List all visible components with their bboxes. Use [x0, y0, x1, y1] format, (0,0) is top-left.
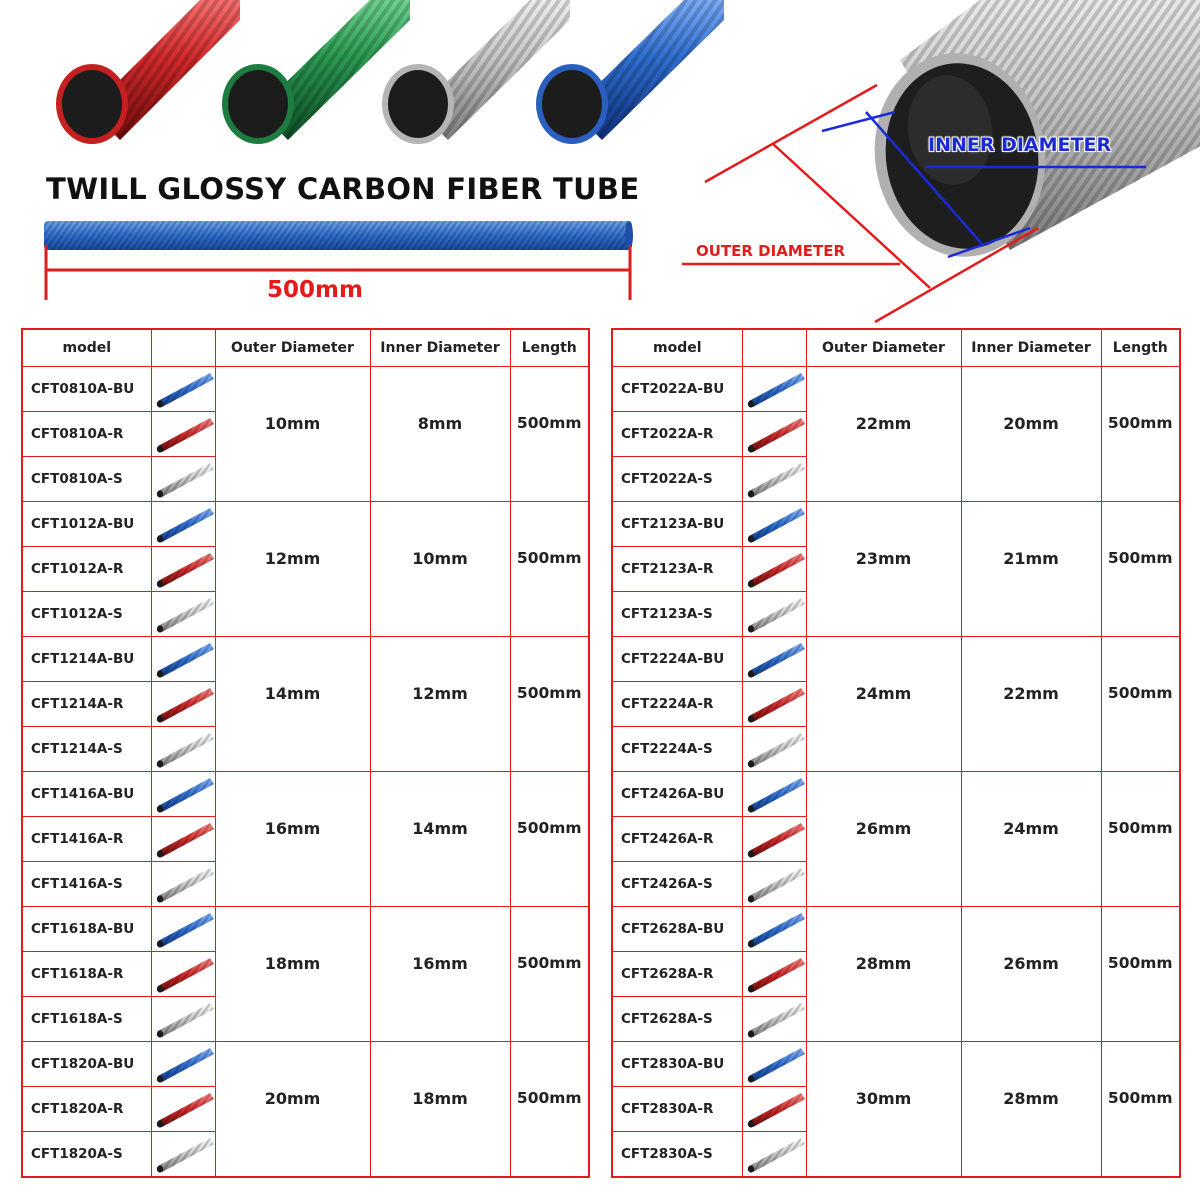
table-row: [22, 502, 589, 547]
length-cell: 500mm: [1101, 502, 1180, 637]
red-tube-sample: [56, 0, 240, 144]
red-tube-thumbnail: [151, 412, 215, 457]
model-cell: CFT1012A-R: [22, 547, 151, 592]
red-tube-thumbnail: [151, 547, 215, 592]
model-cell: CFT2628A-R: [612, 952, 742, 997]
inner-diameter-label: INNER DIAMETER: [928, 134, 1112, 156]
inner-diameter-cell: 16mm: [370, 907, 510, 1042]
inner-diameter-cell: 26mm: [961, 907, 1101, 1042]
outer-diameter-cell: 24mm: [806, 637, 961, 772]
outer-diameter-cell: 26mm: [806, 772, 961, 907]
table-row: [22, 1042, 589, 1087]
inner-diameter-cell: 22mm: [961, 637, 1101, 772]
outer-diameter-cell: 12mm: [215, 502, 370, 637]
silver-tube-thumbnail: [151, 592, 215, 637]
length-cell: 500mm: [510, 367, 589, 502]
red-tube-thumbnail: [742, 952, 806, 997]
model-cell: CFT1214A-BU: [22, 637, 151, 682]
header-image: [742, 329, 806, 367]
table-row: [22, 637, 589, 682]
silver-tube-thumbnail: [151, 727, 215, 772]
outer-diameter-cell: 30mm: [806, 1042, 961, 1178]
model-cell: CFT1618A-R: [22, 952, 151, 997]
length-cell: 500mm: [510, 637, 589, 772]
model-cell: CFT1416A-R: [22, 817, 151, 862]
silver-tube-thumbnail: [742, 727, 806, 772]
red-tube-thumbnail: [151, 1087, 215, 1132]
model-cell: CFT2022A-S: [612, 457, 742, 502]
length-cell: 500mm: [510, 502, 589, 637]
silver-tube-thumbnail: [742, 862, 806, 907]
length-cell: 500mm: [510, 1042, 589, 1178]
model-cell: CFT1214A-S: [22, 727, 151, 772]
header-length: Length: [510, 329, 589, 367]
inner-diameter-cell: 14mm: [370, 772, 510, 907]
inner-diameter-cell: 8mm: [370, 367, 510, 502]
spec-table-right: [611, 328, 1181, 1178]
blue-tube-thumbnail: [742, 367, 806, 412]
model-cell: CFT1416A-S: [22, 862, 151, 907]
blue-tube-thumbnail: [742, 637, 806, 682]
blue-tube-thumbnail: [742, 907, 806, 952]
outer-diameter-cell: 14mm: [215, 637, 370, 772]
red-tube-thumbnail: [151, 952, 215, 997]
outer-diameter-label: OUTER DIAMETER: [696, 242, 846, 260]
model-cell: CFT0810A-R: [22, 412, 151, 457]
outer-diameter-cell: 10mm: [215, 367, 370, 502]
hero-illustration: [0, 0, 1200, 330]
model-cell: CFT1820A-BU: [22, 1042, 151, 1087]
model-cell: CFT1820A-S: [22, 1132, 151, 1178]
blue-tube-thumbnail: [742, 502, 806, 547]
length-cell: 500mm: [1101, 1042, 1180, 1178]
inner-diameter-cell: 21mm: [961, 502, 1101, 637]
silver-tube-thumbnail: [151, 862, 215, 907]
model-cell: CFT1618A-BU: [22, 907, 151, 952]
model-cell: CFT1820A-R: [22, 1087, 151, 1132]
long-tube-bar: [44, 221, 633, 250]
inner-diameter-cell: 10mm: [370, 502, 510, 637]
spec-table-left: [21, 328, 590, 1178]
inner-diameter-cell: 18mm: [370, 1042, 510, 1178]
outer-diameter-cell: 23mm: [806, 502, 961, 637]
table-row: [612, 502, 1180, 547]
blue-tube-thumbnail: [151, 907, 215, 952]
page-title: TWILL GLOSSY CARBON FIBER TUBE: [46, 172, 640, 206]
red-tube-thumbnail: [151, 817, 215, 862]
model-cell: CFT2123A-R: [612, 547, 742, 592]
blue-tube-thumbnail: [151, 1042, 215, 1087]
header-image: [151, 329, 215, 367]
inner-diameter-cell: 12mm: [370, 637, 510, 772]
inner-diameter-cell: 20mm: [961, 367, 1101, 502]
table-row: [612, 772, 1180, 817]
table-row: [22, 367, 589, 412]
silver-tube-thumbnail: [151, 997, 215, 1042]
model-cell: CFT2426A-S: [612, 862, 742, 907]
model-cell: CFT1012A-BU: [22, 502, 151, 547]
red-tube-thumbnail: [742, 1087, 806, 1132]
blue-tube-thumbnail: [151, 502, 215, 547]
outer-diameter-cell: 20mm: [215, 1042, 370, 1178]
model-cell: CFT2224A-R: [612, 682, 742, 727]
model-cell: CFT1214A-R: [22, 682, 151, 727]
silver-tube-thumbnail: [151, 1132, 215, 1178]
table-row: [22, 907, 589, 952]
model-cell: CFT1416A-BU: [22, 772, 151, 817]
red-tube-thumbnail: [151, 682, 215, 727]
silver-tube-thumbnail: [151, 457, 215, 502]
inner-diameter-cell: 24mm: [961, 772, 1101, 907]
table-header-row: [612, 329, 1180, 367]
length-cell: 500mm: [1101, 907, 1180, 1042]
outer-diameter-cell: 18mm: [215, 907, 370, 1042]
model-cell: CFT2224A-BU: [612, 637, 742, 682]
red-tube-thumbnail: [742, 817, 806, 862]
silver-tube-thumbnail: [742, 592, 806, 637]
model-cell: CFT2830A-R: [612, 1087, 742, 1132]
blue-tube-thumbnail: [151, 367, 215, 412]
blue-tube-thumbnail: [742, 1042, 806, 1087]
length-callout: 500mm: [267, 277, 363, 303]
header-outer-diameter: Outer Diameter: [215, 329, 370, 367]
header-inner-diameter: Inner Diameter: [370, 329, 510, 367]
header-inner-diameter: Inner Diameter: [961, 329, 1101, 367]
model-cell: CFT2123A-S: [612, 592, 742, 637]
table-row: [612, 1042, 1180, 1087]
blue-tube-thumbnail: [151, 637, 215, 682]
model-cell: CFT2830A-BU: [612, 1042, 742, 1087]
silver-tube-thumbnail: [742, 457, 806, 502]
green-tube-sample: [222, 0, 410, 144]
red-tube-thumbnail: [742, 412, 806, 457]
model-cell: CFT2628A-S: [612, 997, 742, 1042]
header-model: model: [612, 329, 742, 367]
model-cell: CFT2628A-BU: [612, 907, 742, 952]
model-cell: CFT2830A-S: [612, 1132, 742, 1178]
blue-tube-thumbnail: [742, 772, 806, 817]
header-outer-diameter: Outer Diameter: [806, 329, 961, 367]
table-row: [612, 637, 1180, 682]
model-cell: CFT1618A-S: [22, 997, 151, 1042]
table-row: [612, 907, 1180, 952]
model-cell: CFT2022A-R: [612, 412, 742, 457]
table-row: [612, 367, 1180, 412]
header-length: Length: [1101, 329, 1180, 367]
model-cell: CFT1012A-S: [22, 592, 151, 637]
outer-diameter-cell: 22mm: [806, 367, 961, 502]
red-tube-thumbnail: [742, 682, 806, 727]
model-cell: CFT2123A-BU: [612, 502, 742, 547]
table-header-row: [22, 329, 589, 367]
model-cell: CFT2426A-R: [612, 817, 742, 862]
outer-diameter-cell: 28mm: [806, 907, 961, 1042]
red-tube-thumbnail: [742, 547, 806, 592]
inner-diameter-cell: 28mm: [961, 1042, 1101, 1178]
outer-diameter-cell: 16mm: [215, 772, 370, 907]
length-cell: 500mm: [1101, 637, 1180, 772]
length-cell: 500mm: [1101, 772, 1180, 907]
length-cell: 500mm: [510, 907, 589, 1042]
silver-tube-thumbnail: [742, 997, 806, 1042]
length-cell: 500mm: [1101, 367, 1180, 502]
header-model: model: [22, 329, 151, 367]
silver-tube-thumbnail: [742, 1132, 806, 1178]
blue-tube-thumbnail: [151, 772, 215, 817]
model-cell: CFT0810A-BU: [22, 367, 151, 412]
model-cell: CFT2224A-S: [612, 727, 742, 772]
table-row: [22, 772, 589, 817]
model-cell: CFT2426A-BU: [612, 772, 742, 817]
length-cell: 500mm: [510, 772, 589, 907]
model-cell: CFT2022A-BU: [612, 367, 742, 412]
model-cell: CFT0810A-S: [22, 457, 151, 502]
